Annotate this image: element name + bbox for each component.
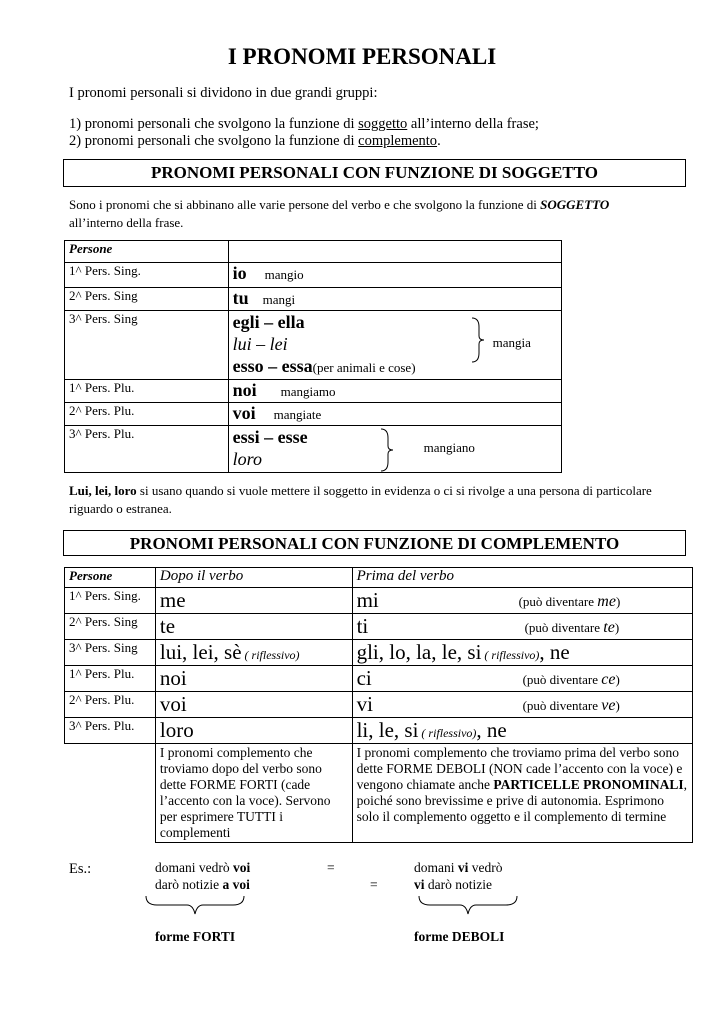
examples-label: Es.: [69,861,92,877]
person-cell: 3^ Pers. Plu. [65,718,156,744]
equals-sign: = [370,877,378,892]
right-brace-icon [379,428,395,472]
page-title: I PRONOMI PERSONALI [227,44,497,69]
person-cell: 3^ Pers. Sing [65,640,156,666]
dopo-cell: me [155,588,352,614]
example-left-1: domani vedrò voi [155,860,251,875]
pronoun-cell: tu mangi [228,288,561,311]
person-cell: 2^ Pers. Plu. [65,403,229,426]
forme-deboli-label: forme DEBOLI [414,929,505,944]
down-brace-icon [418,894,518,918]
complemento-table [64,567,693,843]
prima-cell: ti (può diventare te) [352,614,692,640]
intro-item-1: 1) pronomi personali che svolgono la funzione di soggetto all’interno della frase; [69,116,539,132]
person-cell: 1^ Pers. Sing. [65,588,156,614]
person-cell: 1^ Pers. Sing. [65,263,229,288]
pronoun-cell: voi mangiate [228,403,561,426]
soggetto-table [64,240,562,473]
pronoun-cell: egli – ella lui – lei esso – essa(per animali e cose) mangia [228,311,561,380]
forme-forti-label: forme FORTI [155,929,236,944]
example-right-1: domani vi vedrò [414,860,503,875]
table-header-prima: Prima del verbo [352,568,692,588]
prima-cell: gli, lo, la, le, si ( riflessivo), ne [352,640,692,666]
person-cell: 2^ Pers. Sing [65,614,156,640]
section-heading-complemento: PRONOMI PERSONALI CON FUNZIONE DI COMPLEMENTO [63,530,686,556]
intro-item-2: 2) pronomi personali che svolgono la funzione di complemento. [69,133,441,149]
right-brace-icon [470,317,486,363]
table-header-dopo: Dopo il verbo [155,568,352,588]
person-cell: 3^ Pers. Sing [65,311,229,380]
dopo-cell: noi [155,666,352,692]
prima-cell: vi (può diventare ve) [352,692,692,718]
example-right-2: vi darò notizie [414,877,492,892]
equals-sign: = [327,860,335,875]
person-cell: 1^ Pers. Plu. [65,380,229,403]
soggetto-note: Lui, lei, loro si usano quando si vuole mettere il soggetto in evidenza o ci si rivolge a una persona di particolare riguardo o estranea. [69,483,652,516]
person-cell: 2^ Pers. Sing [65,288,229,311]
dopo-cell: voi [155,692,352,718]
person-cell: 3^ Pers. Plu. [65,426,229,473]
down-brace-icon [145,894,245,918]
forti-note: I pronomi complemento che troviamo dopo del verbo sono dette FORME FORTI (cade l’accento con la voce). Servono per esprimere TUTTI i complementi [155,744,352,843]
example-left-2: darò notizie a voi [155,877,250,892]
table-header-persone: Persone [65,241,229,263]
prima-cell: ci (può diventare ce) [352,666,692,692]
pronoun-cell: noi mangiamo [228,380,561,403]
deboli-note: I pronomi complemento che troviamo prima del verbo sono dette FORME DEBOLI (NON cade l’accento con la voce) e vengono chiamate anche PARTICELLE PRONOMINALI, poiché sono brevissime e prive di autonomia. Esprimono solo il complemento oggetto e il complemento di termine [352,744,692,843]
pronoun-cell: essi – esse loro mangiano [228,426,561,473]
section-description: Sono i pronomi che si abbinano alle varie persone del verbo e che svolgono la funzione di SOGGETTO all’interno della frase. [69,197,610,230]
intro-line: I pronomi personali si dividono in due grandi gruppi: [69,85,378,101]
prima-cell: mi (può diventare me) [352,588,692,614]
prima-cell: li, le, si ( riflessivo), ne [352,718,692,744]
person-cell: 1^ Pers. Plu. [65,666,156,692]
dopo-cell: lui, lei, sè ( riflessivo) [155,640,352,666]
person-cell: 2^ Pers. Plu. [65,692,156,718]
pronoun-cell: io mangio [228,263,561,288]
dopo-cell: te [155,614,352,640]
table-header-persone: Persone [65,568,156,588]
section-heading-soggetto: PRONOMI PERSONALI CON FUNZIONE DI SOGGETTO [63,159,686,187]
dopo-cell: loro [155,718,352,744]
